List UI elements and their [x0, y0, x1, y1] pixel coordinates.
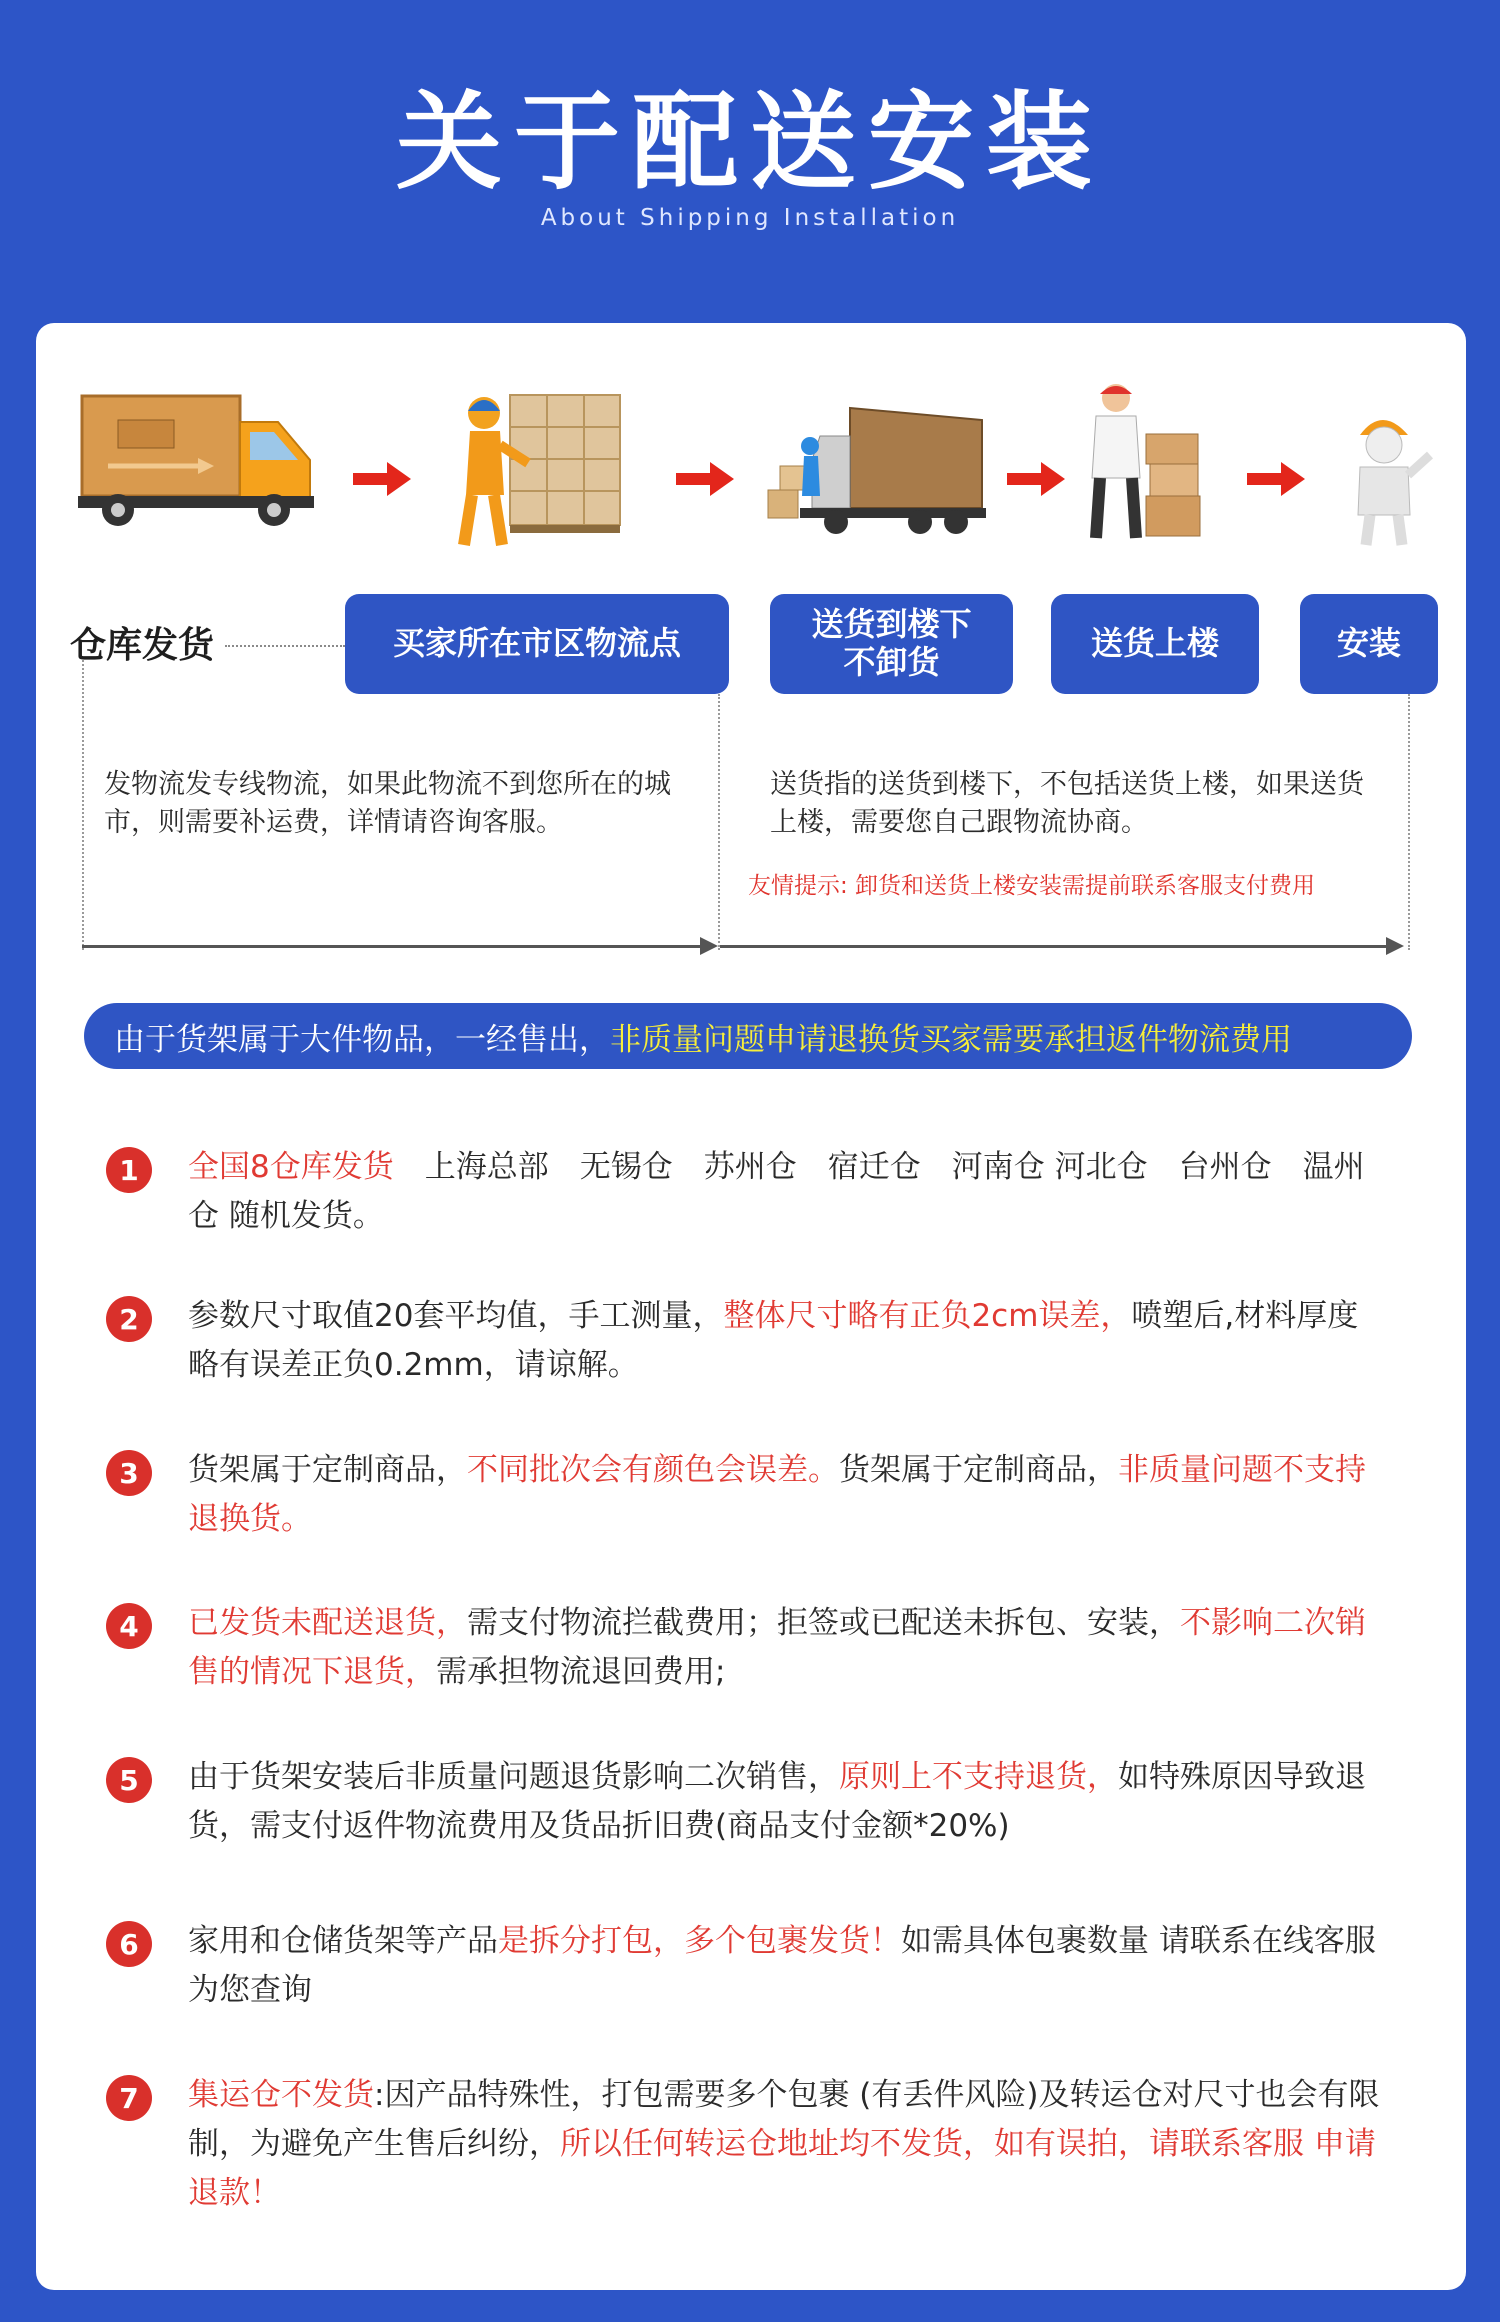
- note-seg: 整体尺寸略有正负2cm误差，: [723, 1298, 1132, 1334]
- note-number: 7: [106, 2075, 152, 2121]
- note-text: [188, 1292, 1388, 1390]
- note-seg: 是拆分打包，多个包裹发货！: [498, 1923, 901, 1959]
- header: [0, 0, 1500, 320]
- note-seg: 不同批次会有颜色会误差。: [467, 1452, 839, 1488]
- note-number: 4: [106, 1603, 152, 1649]
- loading-truck-icon: [760, 400, 990, 535]
- step-install: 安装: [1300, 594, 1438, 694]
- arrow-right-icon: [676, 462, 734, 496]
- banner-highlight: 非质量问题申请退换货买家需要承担返件物流费用: [610, 1021, 1292, 1058]
- note-number: 1: [106, 1147, 152, 1193]
- bracket-line: [1408, 694, 1410, 950]
- bracket-arrow-head: [700, 937, 718, 955]
- note-number: 5: [106, 1757, 152, 1803]
- bracket-arrow-line: [720, 945, 1388, 948]
- note-number: 6: [106, 1921, 152, 1967]
- note-text: [188, 1753, 1388, 1851]
- note-seg: 如需具体包裹数量 请联系在线客服为您查询: [188, 1923, 1376, 2008]
- note-text: [188, 1143, 1388, 1241]
- note-seg: 不影响二次销售的情况下退货，: [188, 1605, 1366, 1690]
- desc-right: 送货指的送货到楼下，不包括送货上楼，如果送货上楼，需要您自己跟物流协商。: [770, 769, 1364, 838]
- delivery-truck-icon: [78, 392, 318, 532]
- note-text: [188, 2071, 1388, 2218]
- note-seg: 由于货架安装后非质量问题退货影响二次销售，: [188, 1759, 839, 1795]
- warehouse-worker-icon: [448, 385, 628, 560]
- note-seg: 家用和仓储货架等产品: [188, 1923, 498, 1959]
- note-seg: 已发货未配送退货，: [188, 1605, 467, 1641]
- step-downstairs: [770, 594, 1013, 694]
- arrow-right-icon: [353, 462, 411, 496]
- step-downstairs-line1: 送货到楼下: [811, 605, 972, 644]
- note-seg: 非质量问题不支持退换货。: [188, 1452, 1366, 1537]
- bracket-line: [718, 694, 720, 950]
- notice-banner: [84, 1003, 1412, 1069]
- note-text: [188, 1917, 1388, 2015]
- desc-left: 发物流发专线物流，如果此物流不到您所在的城市，则需要补运费，详情请咨询客服。: [104, 769, 671, 838]
- bracket-arrow-line: [82, 945, 702, 948]
- note-seg: 货架属于定制商品，: [839, 1452, 1118, 1488]
- note-seg: 所以任何转运仓地址均不发货，如有误拍，请联系客服 申请退款！: [188, 2126, 1376, 2211]
- note-seg: 参数尺寸取值20套平均值，手工测量，: [188, 1298, 724, 1334]
- carry-upstairs-icon: [1082, 378, 1212, 548]
- note-seg: 如特殊原因导致退货，需支付返件物流费用及货品折旧费(商品支付金额*20%): [188, 1759, 1366, 1844]
- step-upstairs: 送货上楼: [1051, 594, 1259, 694]
- warehouse-label: 仓库发货: [70, 625, 215, 666]
- bracket-line: [82, 660, 84, 950]
- installer-icon: [1330, 405, 1440, 550]
- step-downstairs-line2: 不卸货: [843, 643, 940, 681]
- note-seg: 需支付物流拦截费用；拒签或已配送未拆包、安装，: [467, 1605, 1180, 1641]
- connector-line: [225, 645, 345, 647]
- step-city-logistics: 买家所在市区物流点: [345, 594, 729, 694]
- note-seg: 喷塑后,材料厚度略有误差正负0.2mm，请谅解。: [188, 1298, 1359, 1383]
- note-seg: 需承担物流退回费用;: [436, 1654, 726, 1690]
- note-number: 3: [106, 1450, 152, 1496]
- tip-text: 友情提示: 卸货和送货上楼安装需提前联系客服支付费用: [748, 873, 1316, 899]
- note-text: [188, 1446, 1388, 1544]
- arrow-right-icon: [1247, 462, 1305, 496]
- page-title: 关于配送安装: [396, 81, 1104, 204]
- note-seg: 货架属于定制商品，: [188, 1452, 467, 1488]
- page-subtitle: About Shipping Installation: [540, 205, 960, 231]
- arrow-right-icon: [1007, 462, 1065, 496]
- note-seg: :因产品特殊性，打包需要多个包裹 (有丢件风险)及转运仓对尺寸也会有限制，为避免产生售后纠纷，: [188, 2077, 1380, 2162]
- note-number: 2: [106, 1296, 152, 1342]
- note-seg: 集运仓不发货: [188, 2077, 374, 2113]
- note-text: [188, 1599, 1388, 1697]
- note-seg: 全国8仓库发货: [188, 1149, 394, 1185]
- bracket-arrow-head: [1386, 937, 1404, 955]
- banner-normal: 由于货架属于大件物品，一经售出，: [114, 1021, 610, 1058]
- note-seg: 原则上不支持退货，: [839, 1759, 1118, 1795]
- note-seg: 上海总部 无锡仓 苏州仓 宿迁仓 河南仓 河北仓 台州仓 温州仓 随机发货。: [188, 1149, 1365, 1234]
